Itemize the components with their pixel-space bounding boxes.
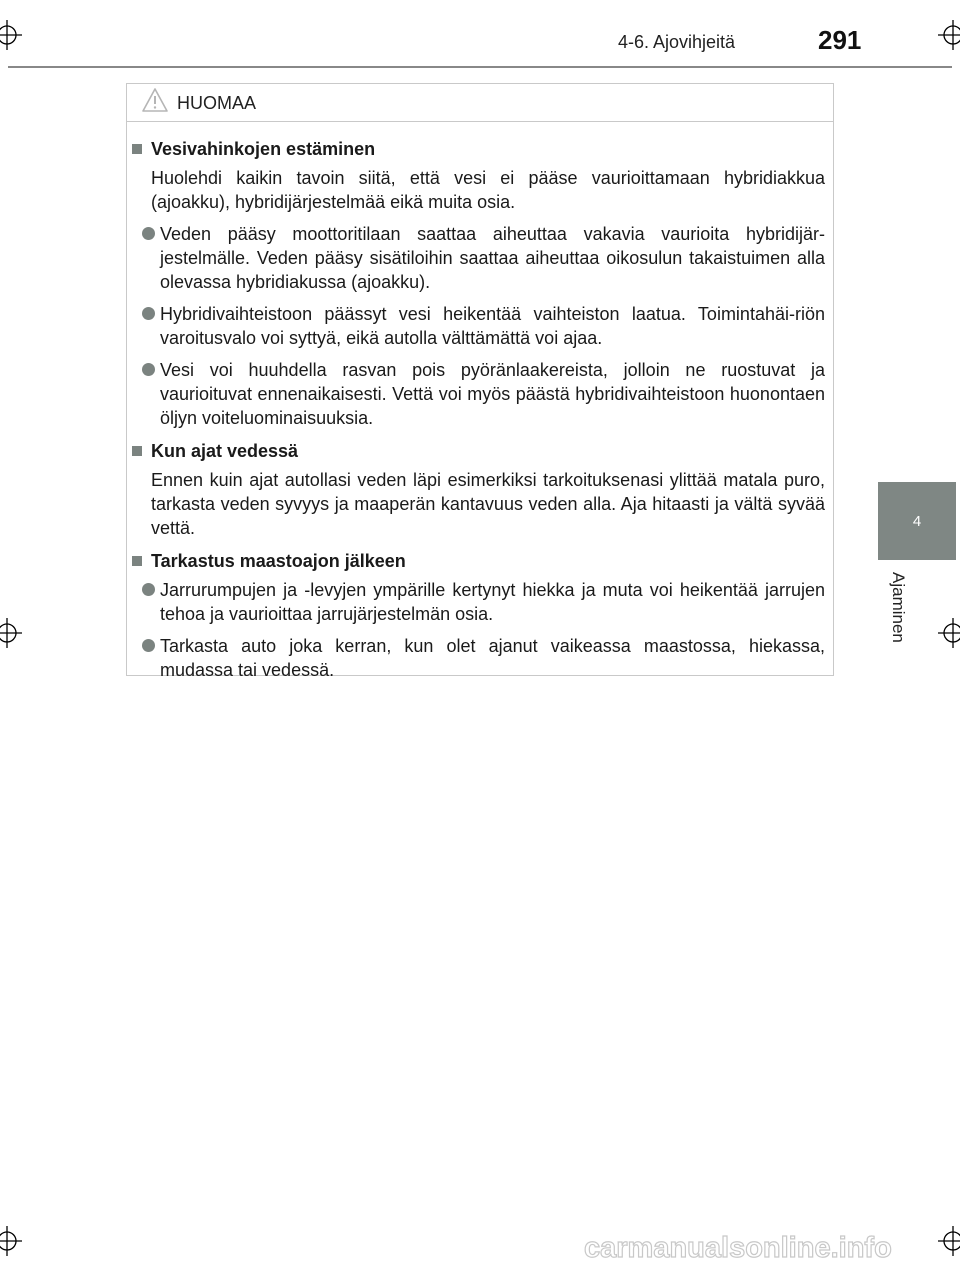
page-number: 291: [818, 25, 862, 55]
notice-body: [127, 122, 833, 682]
round-bullet-icon: [142, 307, 155, 320]
list-item: Jarrurumpujen ja -levyjen ympärille kertynyt hiekka ja muta voi heikentää jarrujen tehoa ja vaurioittaa jarrujärjestelmän osia.: [131, 578, 825, 626]
section-label: 4-6. Ajovihjeitä: [618, 32, 736, 52]
round-bullet-icon: [142, 227, 155, 240]
crop-mark-mid-left: [0, 618, 22, 648]
notice-header: [127, 84, 833, 122]
notice-title: HUOMAA: [177, 93, 257, 113]
section-title: Tarkastus maastoajon jälkeen: [151, 551, 406, 571]
list-item: Veden pääsy moottoritilaan saattaa aiheuttaa vakavia vaurioita hybridijär-jestelmälle. Veden pääsy sisätiloihin saattaa aiheuttaa oikosulun takaistuimen alla olevassa hybridiakussa (ajoakku).: [131, 222, 825, 294]
round-bullet-icon: [142, 363, 155, 376]
notice-section: [131, 136, 825, 430]
notice-box: [126, 83, 834, 680]
list-item: Vesi voi huuhdella rasvan pois pyöränlaakereista, jolloin ne ruostuvat ja vaurioituvat ennenaikaisesti. Vettä voi myös päästä hybridivaihteistoon huonontaen öljyn voiteluominaisuuksia.: [131, 358, 825, 430]
warning-triangle-icon: [141, 87, 177, 118]
watermark-text: carmanualsonline.info: [584, 1232, 892, 1264]
notice-section: [131, 548, 825, 682]
list-item: Tarkasta auto joka kerran, kun olet ajanut vaikeassa maastossa, hiekassa, mudassa tai vedessä.: [131, 634, 825, 682]
chapter-label: Ajaminen: [889, 572, 908, 643]
crop-mark-mid-right: [938, 618, 960, 648]
section-title: Kun ajat vedessä: [151, 441, 299, 461]
section-text: Huolehdi kaikin tavoin siitä, että vesi ei pääse vaurioittamaan hybridiakkua (ajoakku), hybridijärjestelmää eikä muita osia.: [151, 168, 825, 212]
chapter-number: 4: [912, 512, 922, 530]
crop-mark-bottom-left: [0, 1226, 22, 1256]
notice-section: [131, 438, 825, 540]
section-text: Ennen kuin ajat autollasi veden läpi esimerkiksi tarkoituksenasi ylittää matala puro, tarkasta veden syvyys ja maaperän kantavuus veden alla. Aja hitaasti ja vältä syvää vettä.: [151, 470, 825, 538]
square-bullet-icon: [132, 446, 142, 456]
section-title: Vesivahinkojen estäminen: [151, 139, 376, 159]
round-bullet-icon: [142, 583, 155, 596]
header-rule: [8, 66, 952, 68]
chapter-tab: [878, 482, 956, 560]
crop-mark-top-right: [938, 20, 960, 50]
square-bullet-icon: [132, 144, 142, 154]
square-bullet-icon: [132, 556, 142, 566]
crop-mark-bottom-right: [938, 1226, 960, 1256]
watermark: [584, 1232, 930, 1264]
crop-mark-top-left: [0, 20, 22, 50]
round-bullet-icon: [142, 639, 155, 652]
list-item: Hybridivaihteistoon päässyt vesi heikentää vaihteiston laatua. Toimintahäi-riön varoitusvalo voi syttyä, eikä autolla välttämättä voi ajaa.: [131, 302, 825, 350]
